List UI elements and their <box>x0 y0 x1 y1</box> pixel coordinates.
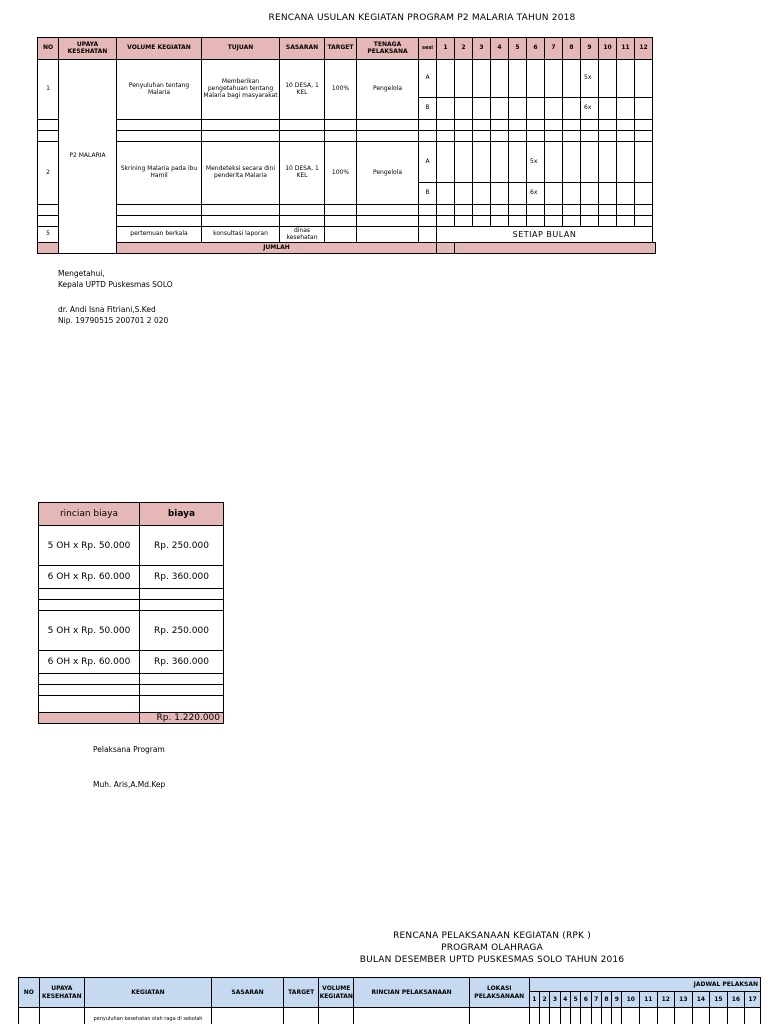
rpk-day: 11 <box>640 992 658 1008</box>
header-tujuan: TUJUAN <box>202 38 280 60</box>
rpk-day: 8 <box>601 992 611 1008</box>
upaya-cell: P2 MALARIA <box>59 60 117 254</box>
rpk-day: 5 <box>570 992 580 1008</box>
header-month: 8 <box>563 38 581 60</box>
rpk-header-rincian: RINCIAN PELAKSANAAN <box>354 978 470 1008</box>
doc2-title-1: RENCANA PELAKSANAAN KEGIATAN (RPK ) <box>393 931 591 941</box>
header-volume: VOLUME KEGIATAN <box>117 38 202 60</box>
doc2-title-2: PROGRAM OLAHRAGA <box>441 943 543 953</box>
biaya-rincian: 5 OH x Rp. 50.000 <box>39 611 140 651</box>
rpk-day: 2 <box>539 992 549 1008</box>
header-month: 6 <box>527 38 545 60</box>
rpk-header-jadwal: JADWAL PELAKSAN <box>529 978 760 992</box>
biaya-rincian: 6 OH x Rp. 60.000 <box>39 651 140 674</box>
header-month: 11 <box>617 38 635 60</box>
row1-no: 1 <box>38 60 59 120</box>
rpk-header-target: TARGET <box>284 978 319 1008</box>
header-target: TARGET <box>325 38 357 60</box>
biaya-value: Rp. 360.000 <box>140 566 224 589</box>
row1-tujuan: Memberikan pengetahuan tentang Malaria bagi masyarakat <box>202 60 280 120</box>
rpk-day: 4 <box>560 992 570 1008</box>
rpk-day: 10 <box>622 992 640 1008</box>
header-sasaran: SASARAN <box>280 38 325 60</box>
row2-no: 2 <box>38 142 59 205</box>
rpk-day: 3 <box>550 992 560 1008</box>
biaya-value: Rp. 250.000 <box>140 526 224 566</box>
header-month: 9 <box>581 38 599 60</box>
row5-schedule: SETIAP BULAN <box>437 227 653 243</box>
row2-target: 100% <box>325 142 357 205</box>
header-month: 10 <box>599 38 617 60</box>
rpk-header-upaya: UPAYA KESEHATAN <box>39 978 84 1008</box>
rpk-header-sasaran: SASARAN <box>211 978 283 1008</box>
row1-tenaga: Pengelola <box>357 60 419 120</box>
header-upaya: UPAYA KESEHATAN <box>59 38 117 60</box>
biaya-rincian: 6 OH x Rp. 60.000 <box>39 566 140 589</box>
row2-mark-a: 5x <box>527 142 545 183</box>
rincian-biaya-table <box>38 502 224 724</box>
rpk-day: 17 <box>745 992 761 1008</box>
rpk-day: 16 <box>727 992 745 1008</box>
header-month: 4 <box>491 38 509 60</box>
rpk-header-kegiatan: KEGIATAN <box>85 978 212 1008</box>
row1-sasaran: 10 DESA, 1 KEL <box>280 60 325 120</box>
row2-tenaga: Pengelola <box>357 142 419 205</box>
pelaksana-name: Muh. Aris,A.Md.Kep <box>93 780 166 789</box>
rpk-day: 1 <box>529 992 539 1008</box>
row5-tujuan: konsultasi laporan <box>202 227 280 243</box>
row1-sesi-b: B <box>419 98 437 120</box>
kepala-text: Kepala UPTD Puskesmas SOLO <box>58 280 173 289</box>
header-no: NO <box>38 38 59 60</box>
row2-sesi-b: B <box>419 183 437 205</box>
doc1-title: RENCANA USULAN KEGIATAN PROGRAM P2 MALARIA TAHUN 2018 <box>268 13 576 23</box>
row5-sasaran: dinas kesehatan <box>280 227 325 243</box>
doc2-title-3: BULAN DESEMBER UPTD PUSKESMAS SOLO TAHUN 2016 <box>359 955 625 965</box>
header-month: 7 <box>545 38 563 60</box>
row1-target: 100% <box>325 60 357 120</box>
row2-mark-b: 6x <box>527 183 545 205</box>
pelaksana-label: Pelaksana Program <box>93 745 165 754</box>
rpk-day: 9 <box>612 992 622 1008</box>
rpk-day: 7 <box>591 992 601 1008</box>
kepala-name: dr. Andi Isna Fitriani,S.Ked <box>58 305 156 314</box>
row1-mark-b: 6x <box>581 98 599 120</box>
row2-volume: Skrining Malaria pada ibu Hamil <box>117 142 202 205</box>
kepala-nip: Nip. 19790515 200701 2 020 <box>58 316 169 325</box>
rpk-table-clip <box>0 977 768 1024</box>
biaya-total: Rp. 1.220.000 <box>140 713 224 724</box>
header-biaya: biaya <box>140 503 224 526</box>
row5-no: 5 <box>38 227 59 243</box>
biaya-value: Rp. 250.000 <box>140 611 224 651</box>
header-month: 3 <box>473 38 491 60</box>
rpk-day: 13 <box>675 992 693 1008</box>
rpk-day: 6 <box>581 992 591 1008</box>
mengetahui-text: Mengetahui, <box>58 269 105 278</box>
header-sesi: sesi <box>419 38 437 60</box>
header-rincian-biaya: rincian biaya <box>39 503 140 526</box>
rpk-day: 15 <box>710 992 728 1008</box>
row2-sesi-a: A <box>419 142 437 183</box>
rpk-row-kegiatan: penyuluhan kesehatan olah raga di sekolah <box>85 1008 212 1024</box>
header-month: 2 <box>455 38 473 60</box>
biaya-rincian: 5 OH x Rp. 50.000 <box>39 526 140 566</box>
header-month: 1 <box>437 38 455 60</box>
rencana-usulan-table <box>37 37 656 254</box>
header-tenaga: TENAGA PELAKSANA <box>357 38 419 60</box>
row5-volume: pertemuan berkala <box>117 227 202 243</box>
row1-sesi-a: A <box>419 60 437 98</box>
row2-sasaran: 10 DESA, 1 KEL <box>280 142 325 205</box>
rpk-header-volume: VOLUME KEGIATAN <box>319 978 354 1008</box>
rpk-header-lokasi: LOKASI PELAKSANAAN <box>469 978 529 1008</box>
header-month: 5 <box>509 38 527 60</box>
row1-volume: Penyuluhan tentang Malaria <box>117 60 202 120</box>
rpk-day: 12 <box>657 992 675 1008</box>
rpk-table <box>18 977 761 1024</box>
rpk-day: 14 <box>692 992 710 1008</box>
header-month: 12 <box>635 38 653 60</box>
biaya-value: Rp. 360.000 <box>140 651 224 674</box>
rpk-header-no: NO <box>19 978 40 1008</box>
total-label: JUMLAH <box>117 243 437 254</box>
row1-mark-a: 5x <box>581 60 599 98</box>
row2-tujuan: Mendeteksi secara dini penderita Malaria <box>202 142 280 205</box>
